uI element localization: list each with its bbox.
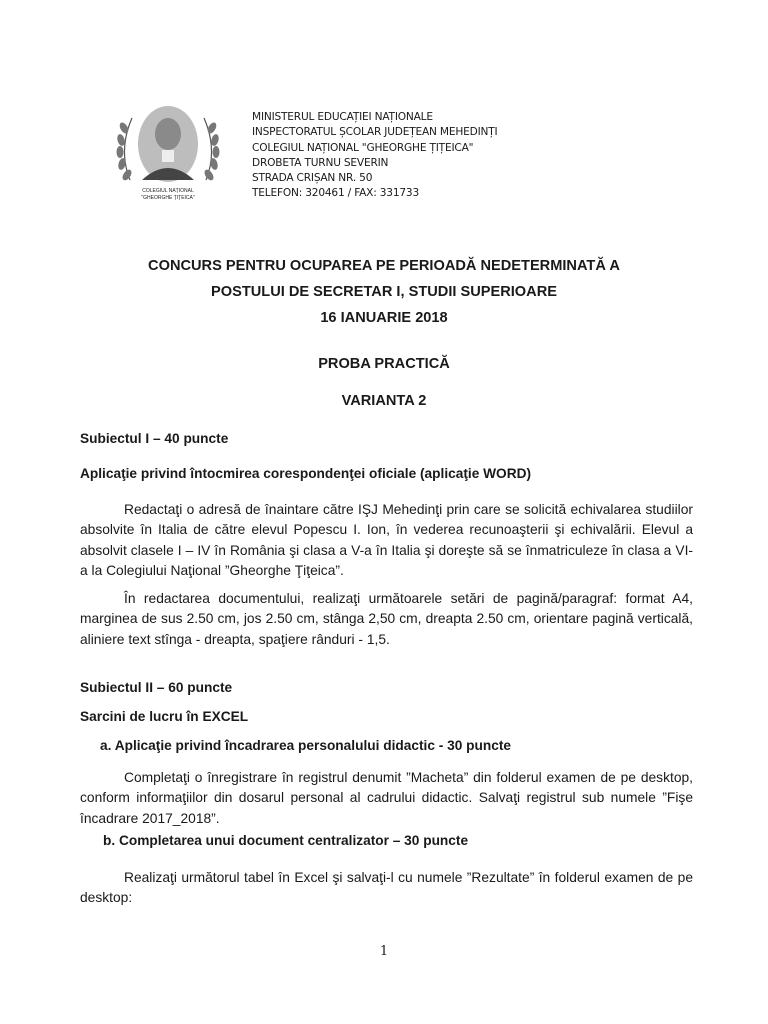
paragraph-text: În redactarea documentului, realizaţi următoarele setări de pagină/paragraf: format A4, marginea de sus 2.50 cm, jos 2.50 cm, stânga 2,50 cm, dreapta 2.50 cm, orientare pagină verticală, aliniere text stînga - dreapta, spaţiere rânduri - 1,5. [80,591,693,647]
header-line: MINISTERUL EDUCAȚIEI NAȚIONALE [252,111,433,123]
paragraph-text: Completaţi o înregistrare în registrul denumit ”Macheta” din folderul examen de pe desktop, conform informaţiilor din dosarul personal al cadrului didactic. Salvaţi registrul sub numele ”Fişe încadrare 2017_2018”. [80,770,693,826]
header-line: DROBETA TURNU SEVERIN [252,156,389,169]
subject1-heading: Subiectul I – 40 puncte [80,431,229,446]
school-logo [112,100,224,210]
title-line: POSTULUI DE SECRETAR I, STUDII SUPERIOARE [211,284,557,300]
item-b-heading: b. Completarea unui document centralizator – 30 puncte [103,833,469,848]
subject2-subheading: Sarcini de lucru în EXCEL [80,709,249,724]
page-number: 1 [379,944,389,959]
subject1-subheading: Aplicaţie privind întocmirea corespondenţei oficiale (aplicaţie WORD) [80,466,532,481]
exam-title [0,253,768,331]
paragraph-text: Redactaţi o adresă de înaintare către IŞJ Mehedinţi prin care se solicită echivalarea studiilor absolvite în Italia de către elevul Popescu I. Ion, în vederea recunoaşterii şi echivalării. Elevul a absolvit clasele I – IV în România şi clasa a V-a în Italia şi doreşte să se înmatriculeze în clasa a VI-a la Colegiului Naţional ”Gheorghe Ţiţeica”. [80,502,693,578]
logo-caption: COLEGIUL NAȚIONAL [142,188,194,194]
header-line: COLEGIUL NAȚIONAL "GHEORGHE ȚIȚEICA" [252,141,474,154]
paragraph-text: Realizaţi următorul tabel în Excel şi salvaţi-l cu numele ”Rezultate” în folderul examen de pe desktop: [80,870,693,906]
logo-caption: "GHEORGHE ȚIȚEICA" [141,195,195,201]
variant: VARIANTA 2 [341,393,427,409]
header-line: TELEFON: 320461 / FAX: 331733 [252,187,419,200]
header-line: INSPECTORATUL ȘCOLAR JUDEȚEAN MEHEDINȚI [252,126,498,139]
institution-header [252,110,497,202]
item-a-heading: a. Aplicaţie privind încadrarea personalului didactic - 30 puncte [100,738,511,753]
header-line: STRADA CRIȘAN NR. 50 [252,172,373,185]
title-line: CONCURS PENTRU OCUPAREA PE PERIOADĂ NEDETERMINATĂ A [148,258,620,274]
subject2-heading: Subiectul II – 60 puncte [80,680,233,695]
exam-date: 16 IANUARIE 2018 [320,310,448,326]
subject1-paragraph [80,589,693,650]
test-type: PROBA PRACTICĂ [318,356,450,372]
item-a-paragraph [80,768,693,829]
item-b-paragraph [80,868,693,909]
subject1-paragraph [80,500,693,581]
exam-subtitle [0,346,768,420]
